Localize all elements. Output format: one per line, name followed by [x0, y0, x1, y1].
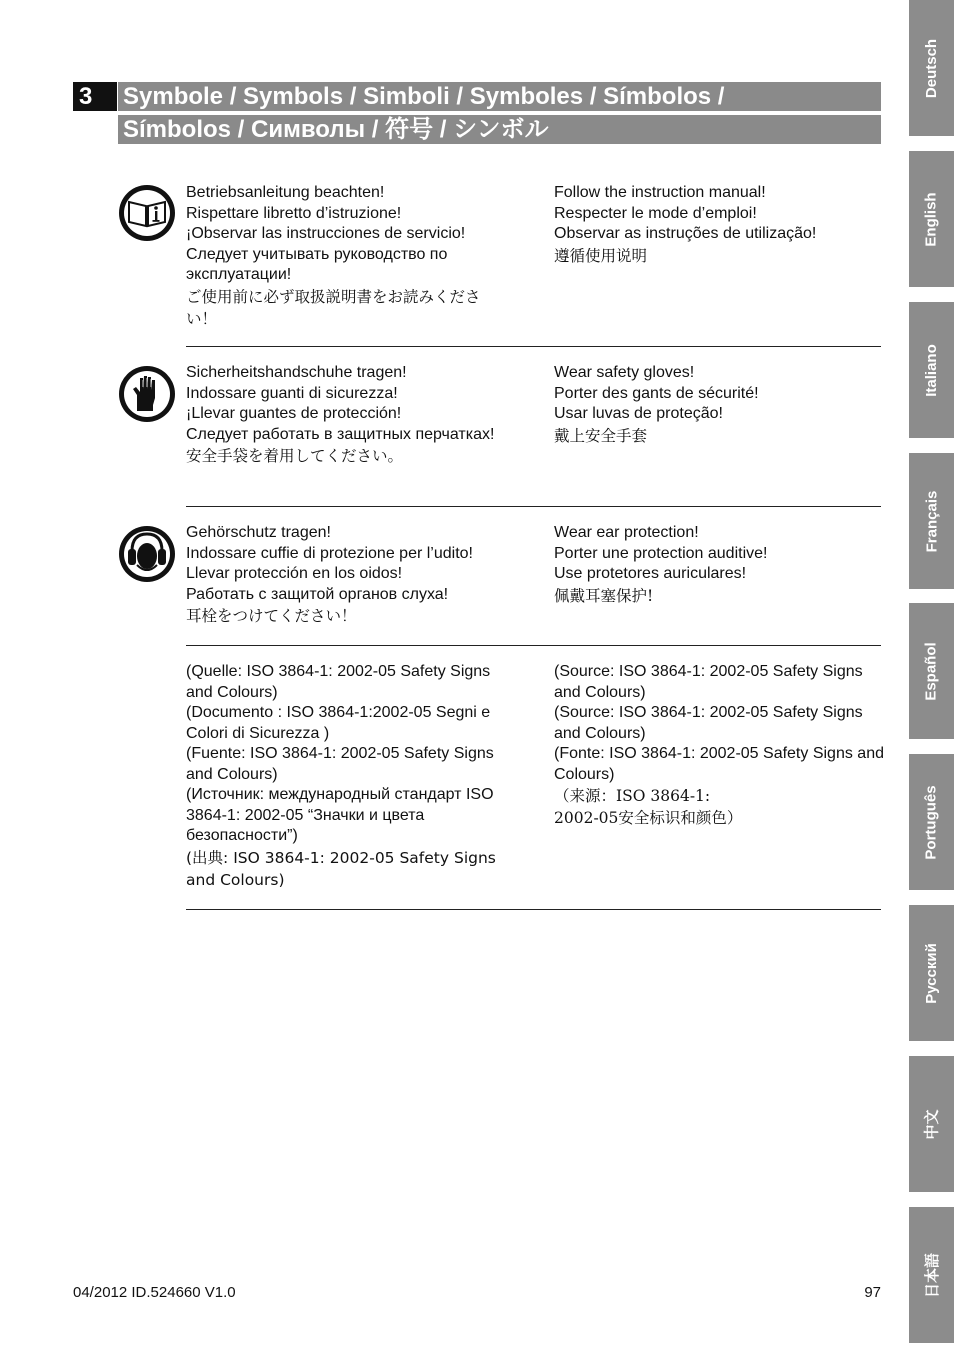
tab-russian[interactable] — [909, 905, 954, 1041]
text-pt: Usar luvas de proteção! — [554, 405, 723, 422]
text-ja: 耳栓をつけてください！ — [186, 607, 357, 625]
text-it: Indossare cuffie di protezione per l’udito! — [186, 544, 473, 562]
text-de: Gehörschutz tragen! — [186, 524, 331, 541]
safety-gloves-icon — [118, 365, 176, 423]
manual-info-icon — [118, 184, 176, 242]
tab-label: Deutsch — [923, 38, 940, 98]
tab-japanese[interactable] — [909, 1207, 954, 1343]
text-de: Sicherheitshandschuhe tragen! — [186, 364, 407, 381]
text-ru: Работать с защитой органов слуха! — [186, 585, 449, 603]
text-pt: Use protetores auriculares! — [554, 565, 747, 582]
ear-text-right — [554, 523, 884, 607]
ear-text-left — [186, 523, 511, 627]
source-zh: （来源：ISO 3864-1: 2002-05安全标识和颜色） — [554, 787, 743, 827]
section-title-line-2: Símbolos / Символы / 符号 / シンボル — [118, 115, 881, 144]
tab-label: Français — [923, 490, 941, 552]
tab-deutsch[interactable] — [909, 0, 954, 136]
tab-portugues[interactable] — [909, 754, 954, 890]
text-ru: Следует учитывать руководство по эксплуатации! — [186, 245, 448, 283]
section-divider — [186, 506, 881, 507]
manual-text-left — [186, 183, 511, 330]
text-en: Wear ear protection! — [554, 524, 699, 541]
text-es: ¡Llevar guantes de protección! — [186, 405, 402, 422]
tab-chinese[interactable] — [909, 1056, 954, 1192]
ear-protection-icon — [118, 525, 176, 583]
source-pt: (Fonte: ISO 3864-1: 2002-05 Safety Signs and Colours) — [554, 745, 884, 783]
tab-label: Русский — [923, 942, 941, 1004]
section-title-line-1: Symbole / Symbols / Simboli / Symboles / Símbolos / — [118, 82, 881, 111]
text-zh: 佩戴耳塞保护! — [554, 586, 654, 605]
document-id: 04/2012 ID.524660 V1.0 — [73, 1284, 236, 1301]
text-fr: Porter des gants de sécurité! — [554, 384, 759, 402]
tab-label: Português — [923, 784, 940, 860]
tab-label: Español — [923, 641, 941, 701]
text-de: Betriebsanleitung beachten! — [186, 184, 385, 201]
text-it: Rispettare libretto d’istruzione! — [186, 204, 402, 222]
text-zh: 戴上安全手套 — [554, 426, 648, 445]
text-en: Wear safety gloves! — [554, 364, 695, 381]
gloves-text-left — [186, 363, 511, 467]
text-es: ¡Observar las instrucciones de servicio! — [186, 225, 466, 242]
gloves-text-right — [554, 363, 884, 447]
page-number: 97 — [864, 1284, 881, 1301]
section-number: 3 — [73, 82, 117, 111]
source-en: (Source: ISO 3864-1: 2002-05 Safety Signs and Colours) — [554, 663, 863, 701]
text-fr: Respecter le mode d’emploi! — [554, 204, 757, 222]
tab-label: 中文 — [923, 1108, 941, 1140]
tab-english[interactable] — [909, 151, 954, 287]
source-de: (Quelle: ISO 3864-1: 2002-05 Safety Signs and Colours) — [186, 663, 491, 701]
tab-label: English — [923, 191, 941, 247]
manual-text-right — [554, 183, 884, 267]
text-ja: ご使用前に必ず取扱説明書をお読みください！ — [186, 287, 481, 328]
tab-francais[interactable] — [909, 453, 954, 589]
tab-espanol[interactable] — [909, 603, 954, 739]
text-zh: 遵循使用说明 — [554, 246, 648, 265]
source-text-right — [554, 662, 884, 829]
text-ja: 安全手袋を着用してください。 — [186, 447, 404, 465]
source-fr: (Source: ISO 3864-1: 2002-05 Safety Signs and Colours) — [554, 704, 863, 742]
text-es: Llevar protección en los oidos! — [186, 565, 403, 582]
section-divider — [186, 909, 881, 910]
text-en: Follow the instruction manual! — [554, 184, 766, 201]
tab-label: Italiano — [923, 343, 941, 397]
section-divider — [186, 645, 881, 646]
source-text-left — [186, 662, 511, 891]
text-ru: Следует работать в защитных перчатках! — [186, 425, 495, 443]
source-es: (Fuente: ISO 3864-1: 2002-05 Safety Signs and Colours) — [186, 745, 494, 783]
source-ru: (Источник: международный стандарт ISO 3864-1: 2002-05 “Значки и цвета безопасности”) — [186, 786, 494, 844]
tab-italiano[interactable] — [909, 302, 954, 438]
text-pt: Observar as instruções de utilização! — [554, 225, 817, 242]
text-fr: Porter une protection auditive! — [554, 544, 768, 562]
source-it: (Documento : ISO 3864-1:2002-05 Segni e Colori di Sicurezza ) — [186, 704, 491, 742]
source-ja: (出典: ISO 3864-1: 2002-05 Safety Signs and Colours) — [186, 848, 496, 889]
section-divider — [186, 346, 881, 347]
tab-label: 日本語 — [924, 1252, 942, 1298]
text-it: Indossare guanti di sicurezza! — [186, 384, 398, 402]
